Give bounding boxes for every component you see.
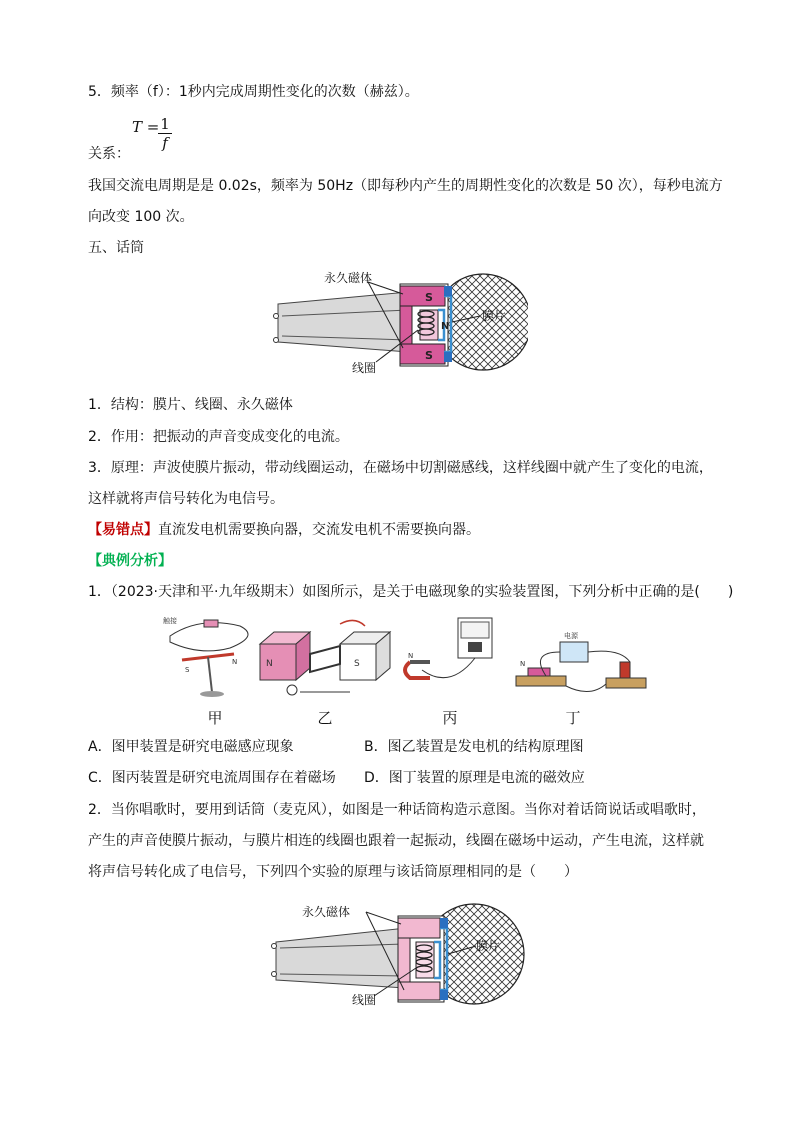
- fig2-label-permanent-magnet: 永久磁体: [302, 905, 351, 919]
- label-diaphragm: 膜片: [482, 309, 507, 323]
- relation-label: 关系：: [88, 146, 130, 162]
- s-pole-bottom: S: [425, 349, 433, 362]
- formula-numerator: 1: [158, 116, 172, 134]
- s-pole-top: S: [425, 291, 433, 304]
- microphone-diagram-2: [266, 898, 526, 1018]
- figure-jia: [163, 616, 248, 697]
- q1-option-a[interactable]: A．图甲装置是研究电磁感应现象: [88, 739, 294, 755]
- question-1-stem: 1．（2023·天津和平·九年级期末）如图所示，是关于电磁现象的实验装置图，下列分析中正确的是( ): [88, 584, 734, 600]
- china-ac-line-2: 向改变 100 次。: [88, 209, 194, 225]
- bing-n-label: N: [408, 652, 414, 660]
- q1-option-c[interactable]: C．图丙装置是研究电流周围存在着磁场: [88, 770, 336, 786]
- function-line: 2．作用：把振动的声音变成变化的电流。: [88, 429, 349, 445]
- period-formula: [132, 115, 170, 152]
- jia-n-label: N: [232, 658, 238, 666]
- china-ac-line-1: 我国交流电周期是是 0.02s，频率为 50Hz（即每秒内产生的周期性变化的次数是 50 次），每秒电流方: [88, 178, 723, 194]
- question-2-line-2: 产生的声音使膜片振动，与膜片相连的线圈也跟着一起振动，线圈在磁场中运动，产生电流，这样就: [88, 833, 704, 849]
- principle-line-1: 3．原理：声波使膜片振动，带动线圈运动，在磁场中切割磁感线，这样线圈中就产生了变化的电流，: [88, 460, 713, 476]
- fig-label-jia: 甲: [207, 709, 223, 727]
- q1-figures: [160, 612, 650, 704]
- jia-s-label: S: [185, 666, 190, 674]
- microphone-diagram-1: [268, 264, 528, 384]
- fig2-label-diaphragm: 膜片: [476, 939, 501, 953]
- formula-fraction: [158, 116, 172, 152]
- principle-line-2: 这样就将声信号转化为电信号。: [88, 491, 284, 507]
- label-coil: 线圈: [352, 361, 377, 375]
- pitfall-text: 直流发电机需要换向器，交流发电机不需要换向器。: [158, 522, 480, 538]
- section-heading-microphone: 五、话筒: [88, 240, 144, 256]
- q1-option-b[interactable]: B．图乙装置是发电机的结构原理图: [364, 739, 584, 755]
- label-permanent-magnet: 永久磁体: [324, 271, 373, 285]
- question-2-line-3: 将声信号转化成了电信号，下列四个实验的原理与该话筒原理相同的是（ ）: [88, 864, 578, 880]
- pitfall-tag: 【易错点】: [88, 522, 158, 538]
- question-2-line-1: 2．当你唱歌时，要用到话筒（麦克风），如图是一种话筒构造示意图。当你对着话筒说话或唱歌时，: [88, 802, 706, 818]
- figure-yi: [260, 620, 390, 695]
- yi-s-label: S: [354, 659, 360, 669]
- pitfall-note: [88, 520, 480, 540]
- examples-heading: 【典例分析】: [88, 553, 172, 569]
- fig-label-yi: 乙: [317, 709, 333, 727]
- figure-ding: [516, 631, 646, 692]
- figure-bing: [405, 618, 492, 678]
- fig2-label-coil: 线圈: [352, 993, 377, 1007]
- formula-lhs: T =: [132, 118, 160, 136]
- frequency-definition: 5．频率（f）：1秒内完成周期性变化的次数（赫兹）。: [88, 84, 419, 100]
- touch-label: 触接: [163, 617, 177, 625]
- fig-label-ding: 丁: [565, 709, 581, 727]
- power-label: 电源: [564, 632, 578, 640]
- n-pole: N: [441, 321, 450, 332]
- q1-option-d[interactable]: D．图丁装置的原理是电流的磁效应: [364, 770, 585, 786]
- ding-n-label: N: [520, 660, 526, 668]
- fig-label-bing: 丙: [442, 709, 458, 727]
- formula-denominator: f: [162, 134, 168, 152]
- structure-line: 1．结构：膜片、线圈、永久磁体: [88, 397, 293, 413]
- yi-n-label: N: [266, 659, 273, 669]
